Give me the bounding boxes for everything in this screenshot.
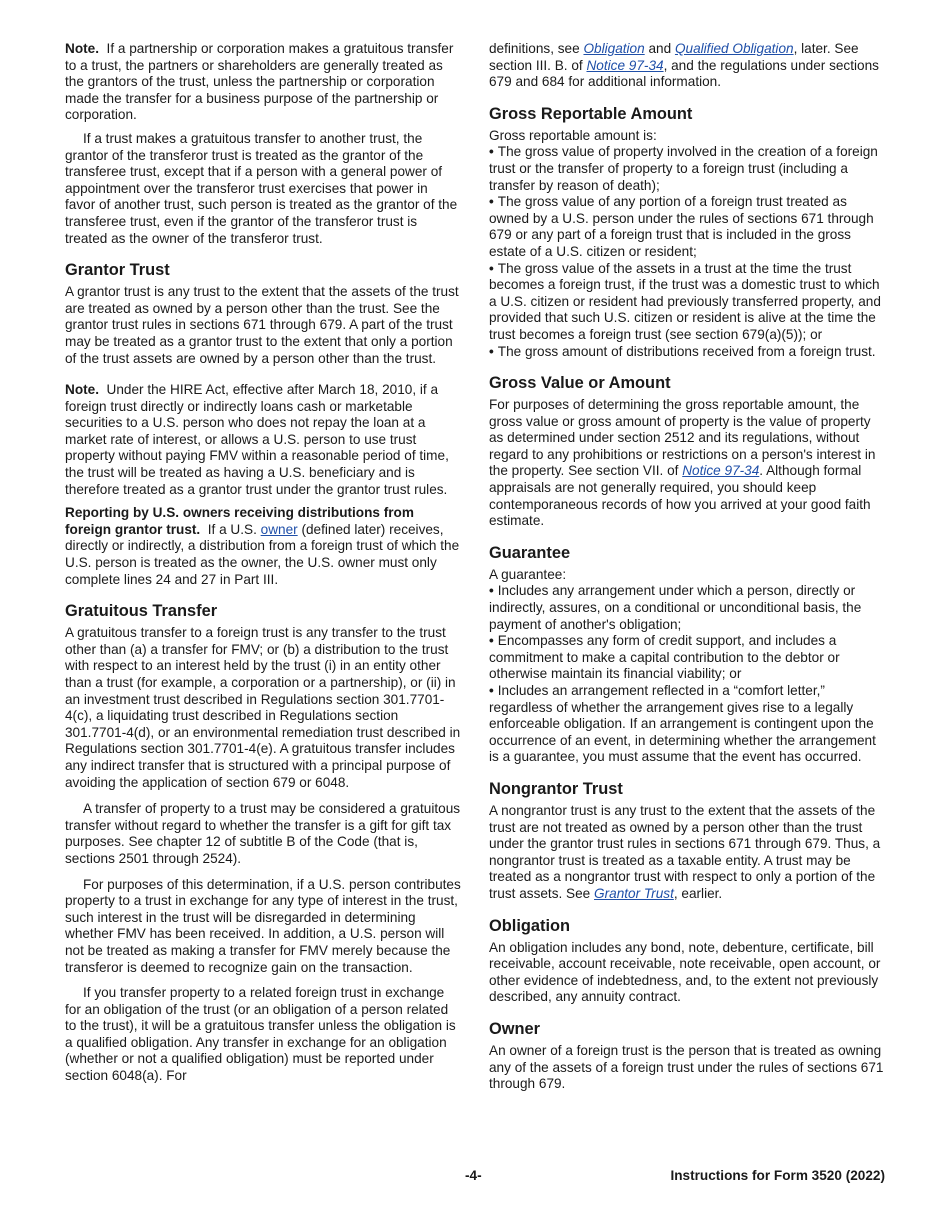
gross-reportable-intro: Gross reportable amount is: (489, 127, 657, 143)
form-title: Instructions for Form 3520 (2022) (670, 1168, 885, 1183)
notice-97-34-link[interactable]: Notice 97-34 (682, 463, 760, 479)
obligation-link[interactable]: Obligation (583, 41, 645, 56)
paragraph-related-trust: If you transfer property to a related foreign trust in exchange for an obligation of the trust (or an obligation of a person related to the trust), it will be a gratuitous transfer unless the obligation is a qualified obligation. Any transfer in exchange for an obligation (whether or not a qualified obligation) must be reported under section 6048(a). For (65, 985, 456, 1084)
owner-link[interactable]: owner (260, 521, 298, 537)
list-item: • Encompasses any form of credit support, and includes a commitment to make a capital contribution to the debtor or otherwise maintain its financial viability; or (489, 633, 840, 682)
heading-owner: Owner (489, 1019, 541, 1038)
paragraph-owner: An owner of a foreign trust is the person that is treated as owning any of the assets of a foreign trust under the rules of sections 671 through 679. (489, 1042, 884, 1092)
paragraph-gift: A transfer of property to a trust may be considered a gratuitous transfer without regard to whether the transfer is a gift for gift tax purposes. See chapter 12 of subtitle B of the Code (that is, sections 2501 through 2524). (65, 801, 461, 866)
heading-guarantee: Guarantee (489, 543, 571, 562)
bullet-icon: • (489, 343, 494, 359)
bullet-icon: • (489, 683, 494, 698)
bullet-icon: • (489, 633, 494, 649)
page-number: -4- (465, 1168, 482, 1183)
note-text: If a partnership or corporation makes a gratuitous transfer to a trust, the partners or shareholders are generally treated as the grantors of the trust, unless the partnership or corporation made the transfer for a business purpose of the partnership or corporation. (65, 41, 454, 123)
heading-obligation: Obligation (489, 916, 571, 935)
list-item: • The gross value of the assets in a trust at the time the trust becomes a foreign trust, if the trust was a domestic trust to which a U.S. citizen or resident had previously transferred property, and provided that such U.S. citizen or resident is alive at the time the trust becomes a foreign trust (see section 679(a)(5)); or (489, 260, 881, 342)
paragraph-grantor-trust: A grantor trust is any trust to the extent that the assets of the trust are treated as owned by a person other than the trust. See the grantor trust rules in sections 671 through 679. A part of the trust may be treated as a grantor trust to the extent that only a portion of the trust assets are owned by a person other than the trust. (65, 284, 459, 366)
paragraph-obligation: An obligation includes any bond, note, debenture, certificate, bill receivable, account receivable, note receivable, open account, or other evidence of indebtedness, and, to the extent not previously described, any annuity contract. (489, 939, 881, 1005)
note-label: Note. (65, 41, 99, 56)
qualified-obligation-link[interactable]: Qualified Obligation (674, 41, 794, 56)
list-item: • The gross amount of distributions received from a foreign trust. (489, 343, 876, 359)
bullet-icon: • (489, 260, 494, 276)
heading-gross-reportable-amount: Gross Reportable Amount (489, 104, 693, 123)
bullet-icon: • (489, 144, 494, 160)
bullet-icon: • (489, 583, 494, 599)
list-item: • Includes an arrangement reflected in a “comfort letter,” regardless of whether the arrangement gives rise to a legally enforceable obligation. If an arrangement is contingent upon the occurrence of an event, in determining whether the arrangement is a guarantee, you must assume that the event has occurred. (489, 683, 876, 765)
note-text: Under the HIRE Act, effective after March 18, 2010, if a foreign trust directly or indirectly loans cash or marketable securities to a U.S. person who does not repay the loan at a market rate of interest, or allows a U.S. person to use trust property without paying FMV within a reasonable period of time, the trust will be treated as having a U.S. beneficiary and is therefore treated as a grantor trust under the grantor trust rules. (65, 382, 449, 497)
paragraph-definitions-cont: definitions, see Obligation and Qualified Obligation, later. See section III. B. of Notice 97-34, and the regulations under sections 679 and 684 for additional information. (489, 41, 879, 90)
guarantee-intro: A guarantee: (489, 566, 567, 582)
heading-gratuitous-transfer: Gratuitous Transfer (65, 602, 218, 621)
heading-gross-value: Gross Value or Amount (489, 374, 671, 393)
paragraph-reporting: Reporting by U.S. owners receiving distributions from foreign grantor trust. If a U.S. owner (defined later) receives, directly or indirectly, a distribution from a foreign trust of which the U.S. person is treated as the owner, the U.S. owner must only complete lines 24 and 27 in Part III. (65, 505, 460, 587)
heading-nongrantor-trust: Nongrantor Trust (489, 779, 623, 798)
right-column (489, 41, 885, 1100)
paragraph-gratuitous-transfer: A gratuitous transfer to a foreign trust is any transfer to the trust other than (a) a transfer for FMV; or (b) a distribution to the trust with respect to an interest held by the trust (i) in an entity other than a trust (for example, a corporation or a partnership), or (ii) in an investment trust described in Regulations section 301.7701-4(c), a liquidating trust described in Regulations section 301.7701-4(d), or an environmental remediation trust described in Regulations section 301.7701-4(e). A gratuitous transfer includes any indirect transfer that is structured with a principal purpose of avoiding the application of section 679 or 6048. (65, 625, 461, 790)
paragraph-nongrantor-trust: A nongrantor trust is any trust to the extent that the assets of the trust are not treated as owned by a person other than the trust under the grantor trust rules in sections 671 through 679. Thus, a nongrantor trust is treated as a taxable entity. A trust may be treated as a nongrantor trust with respect to only a portion of the trust assets. See Grantor Trust, earlier. (489, 802, 881, 901)
heading-grantor-trust: Grantor Trust (65, 261, 170, 280)
list-item: • Includes any arrangement under which a person, directly or indirectly, assures, on a conditional or unconditional basis, the payment of another's obligation; (489, 583, 862, 632)
note-label: Note. (65, 382, 99, 398)
list-item: • The gross value of property involved in the creation of a foreign trust or the transfer of property to a foreign trust (including a transfer by reason of death); (489, 144, 878, 193)
paragraph-purposes: For purposes of this determination, if a U.S. person contributes property to a trust in exchange for any type of interest in the trust, such interest in the trust will be disregarded in determining whether FMV has been received. In addition, a U.S. person will not be treated as making a transfer for FMV merely because the transferor is deemed to recognize gain on the transaction. (65, 876, 461, 975)
note-hire-act (65, 382, 461, 498)
note-partnership (65, 41, 461, 124)
grantor-trust-link[interactable]: Grantor Trust (594, 885, 674, 901)
bullet-icon: • (489, 194, 494, 210)
reporting-label: Reporting by U.S. owners receiving distributions from foreign grantor trust. (65, 505, 414, 537)
paragraph-transfer-trust: If a trust makes a gratuitous transfer to another trust, the grantor of the transferor trust is treated as the grantor of the transferee trust, except that if a person with a general power of appointment over the transferor trust exercises that power in favor of another trust, such person is treated as the grantor of the transferee trust, even if the grantor of the transferor trust is treated as the owner of the transferor trust. (65, 130, 458, 246)
list-item: • The gross value of any portion of a foreign trust treated as owned by a U.S. person under the rules of sections 671 through 679 or any part of a foreign trust that is included in the gross estate of a U.S. citizen or resident; (489, 194, 874, 259)
notice-97-34-link[interactable]: Notice 97-34 (586, 57, 664, 73)
paragraph-gross-value: For purposes of determining the gross reportable amount, the gross value or gross amount of property is the value of property as determined under section 2512 and its regulations, without regard to any prohibitions or restrictions on a person's interest in the property. See section VII. of Notice 97-34. Although formal appraisals are not generally required, you should keep contemporaneous records of how you arrived at your good faith estimate. (489, 397, 876, 529)
left-column (65, 41, 461, 1094)
